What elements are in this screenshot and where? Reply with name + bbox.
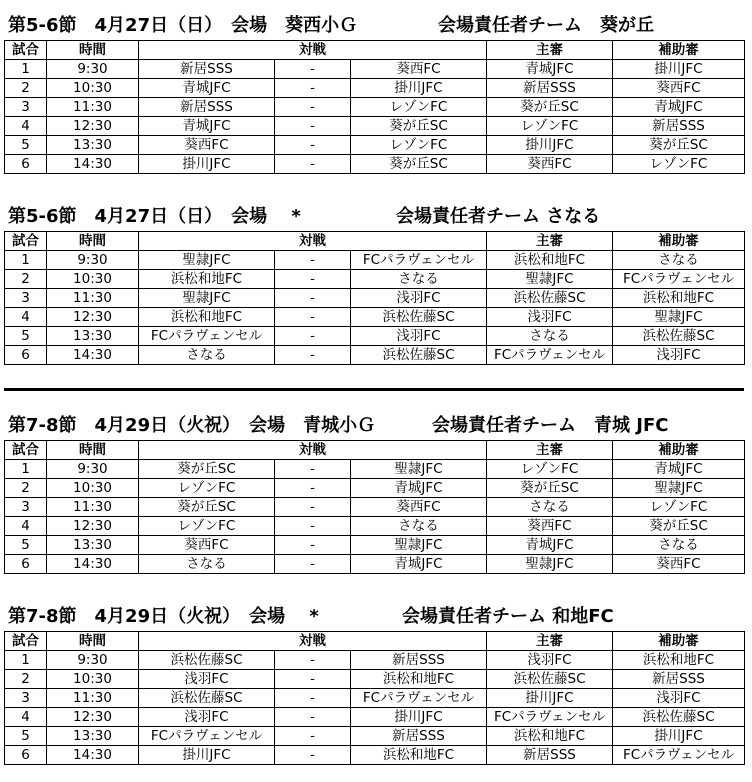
referee-team: レゾンFC [487,460,613,479]
col-header-referee: 主審 [487,632,613,651]
section-heading [4,595,744,631]
assistant-team: 浅羽FC [613,346,745,365]
versus-dash: - [275,670,351,689]
match-number: 6 [5,346,47,365]
away-team: 聖隷JFC [351,460,487,479]
home-team: 浜松和地FC [139,270,275,289]
col-header-assistant: 補助審 [613,632,745,651]
away-team: 浜松佐藤SC [351,346,487,365]
versus-dash: - [275,308,351,327]
section-responsible-team: 会場責任者チーム さなる [396,206,601,227]
assistant-team: 青城JFC [613,98,745,117]
referee-team: 聖隷JFC [487,555,613,574]
match-number: 2 [5,270,47,289]
home-team: レゾンFC [139,517,275,536]
versus-dash: - [275,79,351,98]
section-title: 第5-6節 4月27日（日） 会場 葵西小Ｇ [8,15,358,36]
referee-team: 掛川JFC [487,689,613,708]
match-table [4,40,745,174]
col-header-match: 試合 [5,232,47,251]
kickoff-time: 12:30 [47,708,139,727]
table-row [5,479,745,498]
match-number: 3 [5,289,47,308]
match-number: 2 [5,79,47,98]
kickoff-time: 10:30 [47,270,139,289]
versus-dash: - [275,536,351,555]
assistant-team: さなる [613,251,745,270]
home-team: 葵西FC [139,536,275,555]
section-heading [4,195,744,231]
table-row [5,98,745,117]
home-team: 聖隷JFC [139,251,275,270]
table-row [5,727,745,746]
versus-dash: - [275,327,351,346]
table-row [5,517,745,536]
schedule-section [4,195,744,365]
match-number: 3 [5,689,47,708]
col-header-referee: 主審 [487,441,613,460]
versus-dash: - [275,498,351,517]
match-number: 5 [5,136,47,155]
versus-dash: - [275,98,351,117]
match-number: 4 [5,117,47,136]
versus-dash: - [275,60,351,79]
table-row [5,155,745,174]
versus-dash: - [275,746,351,765]
referee-team: レゾンFC [487,117,613,136]
home-team: 浅羽FC [139,670,275,689]
table-row [5,251,745,270]
kickoff-time: 11:30 [47,98,139,117]
home-team: FCパラヴェンセル [139,727,275,746]
home-team: 聖隷JFC [139,289,275,308]
away-team: 浜松和地FC [351,746,487,765]
section-heading [4,404,744,440]
assistant-team: FCパラヴェンセル [613,270,745,289]
col-header-time: 時間 [47,232,139,251]
col-header-matchup: 対戦 [139,232,487,251]
assistant-team: 浜松佐藤SC [613,708,745,727]
match-table [4,631,745,765]
kickoff-time: 14:30 [47,555,139,574]
referee-team: 葵が丘SC [487,479,613,498]
table-header-row [5,232,745,251]
assistant-team: 浜松佐藤SC [613,327,745,346]
col-header-assistant: 補助審 [613,441,745,460]
home-team: 浅羽FC [139,708,275,727]
table-row [5,536,745,555]
versus-dash: - [275,727,351,746]
away-team: 聖隷JFC [351,536,487,555]
referee-team: 浜松佐藤SC [487,289,613,308]
versus-dash: - [275,689,351,708]
kickoff-time: 12:30 [47,308,139,327]
col-header-matchup: 対戦 [139,441,487,460]
referee-team: 浅羽FC [487,651,613,670]
assistant-team: レゾンFC [613,155,745,174]
match-number: 1 [5,460,47,479]
kickoff-time: 13:30 [47,327,139,346]
match-number: 3 [5,498,47,517]
away-team: 葵が丘SC [351,117,487,136]
col-header-match: 試合 [5,632,47,651]
away-team: 浜松佐藤SC [351,308,487,327]
col-header-assistant: 補助審 [613,41,745,60]
away-team: 浜松和地FC [351,670,487,689]
versus-dash: - [275,346,351,365]
table-row [5,270,745,289]
home-team: 葵西FC [139,136,275,155]
home-team: 掛川JFC [139,155,275,174]
col-header-referee: 主審 [487,41,613,60]
assistant-team: 掛川JFC [613,60,745,79]
col-header-matchup: 対戦 [139,41,487,60]
referee-team: 青城JFC [487,536,613,555]
versus-dash: - [275,117,351,136]
schedule-section [4,404,744,574]
referee-team: 葵が丘SC [487,98,613,117]
col-header-match: 試合 [5,441,47,460]
versus-dash: - [275,251,351,270]
away-team: FCパラヴェンセル [351,251,487,270]
kickoff-time: 12:30 [47,117,139,136]
assistant-team: 葵が丘SC [613,517,745,536]
versus-dash: - [275,708,351,727]
referee-team: 浜松和地FC [487,251,613,270]
col-header-time: 時間 [47,41,139,60]
table-row [5,498,745,517]
table-header-row [5,41,745,60]
kickoff-time: 10:30 [47,479,139,498]
referee-team: 葵西FC [487,155,613,174]
referee-team: さなる [487,498,613,517]
match-number: 6 [5,746,47,765]
assistant-team: 葵西FC [613,79,745,98]
home-team: レゾンFC [139,479,275,498]
away-team: 葵西FC [351,498,487,517]
referee-team: 青城JFC [487,60,613,79]
kickoff-time: 9:30 [47,60,139,79]
table-row [5,555,745,574]
table-header-row [5,632,745,651]
kickoff-time: 12:30 [47,517,139,536]
kickoff-time: 11:30 [47,289,139,308]
home-team: 葵が丘SC [139,498,275,517]
schedule-section [4,595,744,765]
table-row [5,289,745,308]
assistant-team: 葵が丘SC [613,136,745,155]
match-table [4,231,745,365]
table-row [5,60,745,79]
assistant-team: FCパラヴェンセル [613,746,745,765]
kickoff-time: 11:30 [47,498,139,517]
table-row [5,746,745,765]
away-team: 青城JFC [351,479,487,498]
home-team: 青城JFC [139,117,275,136]
kickoff-time: 13:30 [47,536,139,555]
section-heading [4,4,744,40]
home-team: FCパラヴェンセル [139,327,275,346]
match-number: 1 [5,60,47,79]
home-team: 新居SSS [139,60,275,79]
away-team: レゾンFC [351,98,487,117]
away-team: 青城JFC [351,555,487,574]
assistant-team: 聖隷JFC [613,479,745,498]
section-responsible-team: 会場責任者チーム 青城 JFC [432,415,669,436]
col-header-matchup: 対戦 [139,632,487,651]
away-team: さなる [351,270,487,289]
match-number: 4 [5,308,47,327]
match-number: 1 [5,651,47,670]
away-team: 掛川JFC [351,79,487,98]
assistant-team: 青城JFC [613,460,745,479]
section-title: 第5-6節 4月27日（日） 会場 * [8,206,301,227]
table-row [5,346,745,365]
table-row [5,689,745,708]
match-number: 5 [5,536,47,555]
table-row [5,327,745,346]
away-team: 浅羽FC [351,289,487,308]
away-team: 浅羽FC [351,327,487,346]
section-title: 第7-8節 4月29日（火祝） 会場 青城小Ｇ [8,415,376,436]
kickoff-time: 9:30 [47,251,139,270]
home-team: さなる [139,555,275,574]
referee-team: さなる [487,327,613,346]
match-number: 4 [5,517,47,536]
match-table [4,440,745,574]
section-responsible-team: 会場責任者チーム 和地FC [402,606,614,627]
table-row [5,79,745,98]
versus-dash: - [275,136,351,155]
table-row [5,651,745,670]
away-team: さなる [351,517,487,536]
table-row [5,308,745,327]
versus-dash: - [275,651,351,670]
table-header-row [5,441,745,460]
kickoff-time: 14:30 [47,346,139,365]
assistant-team: 新居SSS [613,670,745,689]
home-team: 掛川JFC [139,746,275,765]
assistant-team: 浜松和地FC [613,651,745,670]
table-row [5,136,745,155]
home-team: 浜松佐藤SC [139,689,275,708]
away-team: 葵が丘SC [351,155,487,174]
versus-dash: - [275,479,351,498]
table-row [5,117,745,136]
table-row [5,460,745,479]
section-responsible-team: 会場責任者チーム 葵が丘 [438,15,654,36]
versus-dash: - [275,270,351,289]
kickoff-time: 10:30 [47,670,139,689]
versus-dash: - [275,460,351,479]
away-team: レゾンFC [351,136,487,155]
assistant-team: 浜松和地FC [613,289,745,308]
referee-team: 浅羽FC [487,308,613,327]
versus-dash: - [275,555,351,574]
versus-dash: - [275,517,351,536]
home-team: 青城JFC [139,79,275,98]
kickoff-time: 13:30 [47,136,139,155]
versus-dash: - [275,155,351,174]
table-row [5,708,745,727]
versus-dash: - [275,289,351,308]
kickoff-time: 14:30 [47,155,139,174]
assistant-team: 葵西FC [613,555,745,574]
match-number: 2 [5,670,47,689]
assistant-team: 聖隷JFC [613,308,745,327]
referee-team: 新居SSS [487,746,613,765]
col-header-match: 試合 [5,41,47,60]
col-header-referee: 主審 [487,232,613,251]
kickoff-time: 9:30 [47,651,139,670]
referee-team: 浜松和地FC [487,727,613,746]
match-number: 6 [5,155,47,174]
away-team: 新居SSS [351,727,487,746]
referee-team: FCパラヴェンセル [487,346,613,365]
assistant-team: 新居SSS [613,117,745,136]
schedule-section [4,4,744,174]
away-team: FCパラヴェンセル [351,689,487,708]
match-number: 2 [5,479,47,498]
kickoff-time: 10:30 [47,79,139,98]
table-row [5,670,745,689]
referee-team: 聖隷JFC [487,270,613,289]
col-header-time: 時間 [47,632,139,651]
match-number: 6 [5,555,47,574]
match-number: 5 [5,327,47,346]
kickoff-time: 14:30 [47,746,139,765]
match-number: 1 [5,251,47,270]
kickoff-time: 9:30 [47,460,139,479]
home-team: 葵が丘SC [139,460,275,479]
kickoff-time: 13:30 [47,727,139,746]
away-team: 新居SSS [351,651,487,670]
col-header-assistant: 補助審 [613,232,745,251]
referee-team: 浜松佐藤SC [487,670,613,689]
match-number: 4 [5,708,47,727]
section-divider [4,388,744,391]
assistant-team: レゾンFC [613,498,745,517]
referee-team: 掛川JFC [487,136,613,155]
away-team: 掛川JFC [351,708,487,727]
home-team: 新居SSS [139,98,275,117]
match-number: 5 [5,727,47,746]
assistant-team: さなる [613,536,745,555]
referee-team: 新居SSS [487,79,613,98]
assistant-team: 浅羽FC [613,689,745,708]
match-number: 3 [5,98,47,117]
assistant-team: 掛川JFC [613,727,745,746]
referee-team: FCパラヴェンセル [487,708,613,727]
kickoff-time: 11:30 [47,689,139,708]
home-team: 浜松和地FC [139,308,275,327]
home-team: 浜松佐藤SC [139,651,275,670]
away-team: 葵西FC [351,60,487,79]
home-team: さなる [139,346,275,365]
referee-team: 葵西FC [487,517,613,536]
section-title: 第7-8節 4月29日（火祝） 会場 * [8,606,319,627]
col-header-time: 時間 [47,441,139,460]
